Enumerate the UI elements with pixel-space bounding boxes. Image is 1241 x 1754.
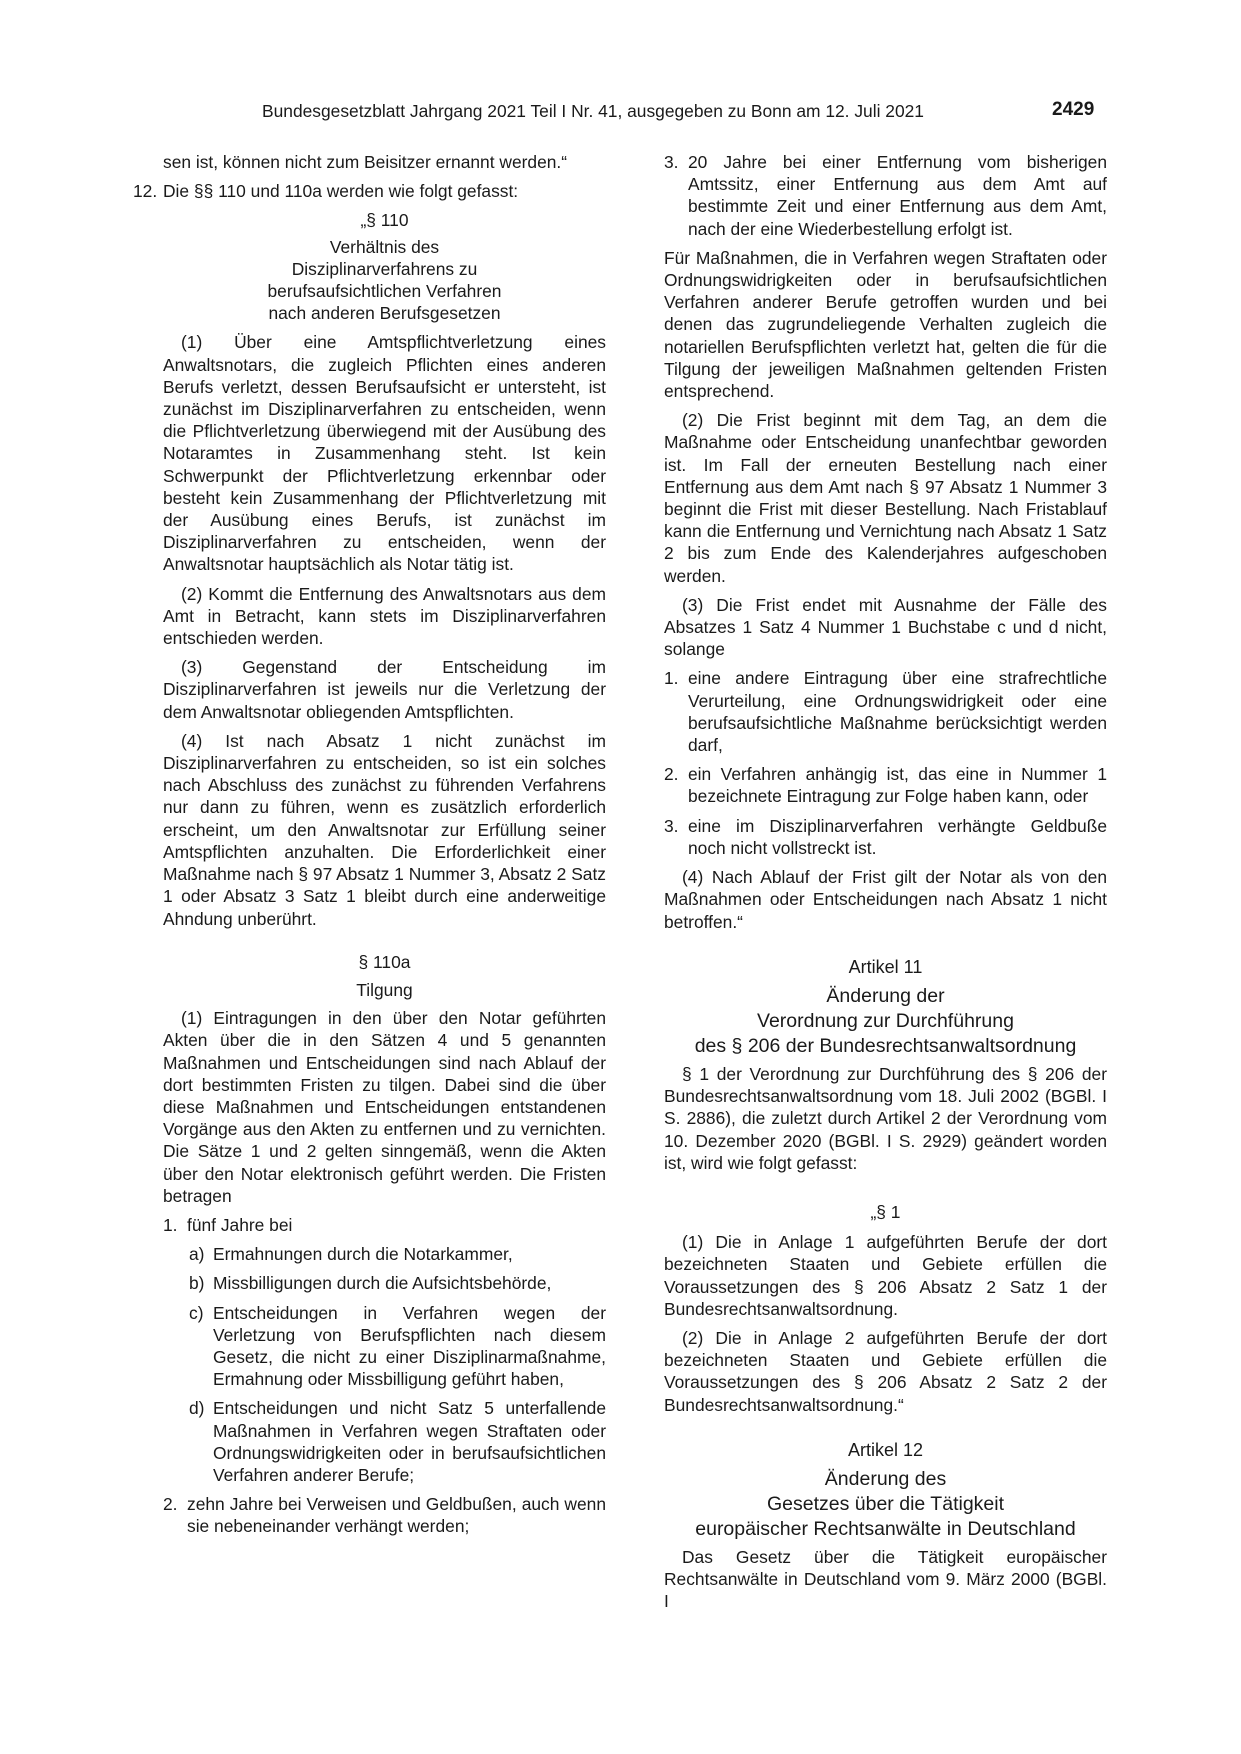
sub-list-item-letter: d)	[189, 1398, 205, 1419]
section-110-title-line: berufsaufsichtlichen Verfahren	[267, 281, 502, 302]
header-text: Bundesgesetzblatt Jahrgang 2021 Teil I Nr. 41, ausgegeben zu Bonn am 12. Juli 2021	[262, 101, 924, 121]
list-item-number: 3.	[664, 815, 679, 836]
article-11-title-line: des § 206 der Bundesrechtsanwaltsordnung	[694, 1034, 1077, 1057]
item-12-text: Die §§ 110 und 110a werden wie folgt gefasst:	[163, 181, 519, 202]
list-item-text: 20 Jahre bei einer Entfernung vom bisherigen Amtssitz, einer Entfernung aus dem Amt auf bestimmte Zeit und einer Entfernung aus dem Amt, nach der eine Wiederbestellung erfolgt ist.	[688, 152, 1107, 239]
right-column	[664, 151, 1107, 1620]
item-12	[133, 180, 606, 202]
section-110a-paragraph-1: (1) Eintragungen in den über den Notar geführten Akten über die in den Sätzen 4 und 5 genannten Maßnahmen und Entscheidungen sind nach Ablauf der dort bestimmten Fristen zu tilgen. Dabei sind die über diese Maßnahmen und Entscheidungen entstandenen Vorgänge aus den Akten zu entfernen und zu vernichten. Die Sätze 1 und 2 gelten sinngemäß, wenn die Akten über den Notar elektronisch geführt werden. Die Fristen betragen	[163, 1008, 606, 1206]
section-1-heading: „§ 1	[870, 1201, 901, 1222]
list-item	[664, 151, 1107, 240]
list-item-number: 1.	[664, 668, 679, 689]
sub-list	[189, 1243, 606, 1486]
list-item	[664, 815, 1107, 859]
deadline-list-continued	[664, 151, 1107, 240]
article-11-heading: Artikel 11	[848, 956, 923, 977]
section-110a-heading: § 110a	[358, 951, 411, 972]
page-number: 2429	[1052, 99, 1095, 120]
section-110a-paragraph-2: (2) Die Frist beginnt mit dem Tag, an dem die Maßnahme oder Entscheidung unanfechtbar geworden ist. Im Fall der erneuten Bestellung nach einer Entfernung aus dem Amt nach § 97 Absatz 1 Nummer 3 beginnt die Frist mit dieser Bestellung. Nach Fristablauf kann die Entfernung und Vernichtung nach Absatz 1 Satz 2 bis zum Ende des Kalenderjahres aufgeschoben werden.	[664, 410, 1107, 586]
paragraph-fuer-massnahmen: Für Maßnahmen, die in Verfahren wegen Straftaten oder Ordnungswidrigkeiten oder in berufsaufsichtlichen Verfahren anderer Berufe getroffen wurden und bei denen das zugrundeliegende Verhalten zugleich die notariellen Berufspflichten verletzt hat, gelten die für die Tilgung der jeweiligen Maßnahmen geltenden Fristen entsprechend.	[664, 247, 1107, 402]
list-item-text: eine im Disziplinarverfahren verhängte Geldbuße noch nicht vollstreckt ist.	[688, 815, 1107, 858]
article-12-heading: Artikel 12	[847, 1439, 924, 1460]
section-110-title	[163, 236, 606, 325]
section-110-heading: „§ 110	[360, 210, 409, 231]
left-column	[133, 151, 606, 1545]
list-item	[163, 1493, 606, 1537]
article-12-title-line: europäischer Rechtsanwälte in Deutschland	[695, 1517, 1076, 1540]
section-110-paragraph-4: (4) Ist nach Absatz 1 nicht zunächst im Disziplinarverfahren zu entscheiden, so ist ein solches nach Abschluss des zunächst zu führenden Verfahrens nur dann zu führen, wenn es zusätzlich erforderlich erscheint, um den Anwaltsnotar zur Erfüllung seiner Amtspflichten anzuhalten. Die Erforderlichkeit einer Maßnahme nach § 97 Absatz 1 Nummer 3, Absatz 2 Satz 1 oder Absatz 3 Satz 1 bleibt durch eine anderweitige Ahndung unberührt.	[163, 730, 606, 929]
article-11-title-line: Änderung der	[826, 984, 945, 1007]
list-item-text: eine andere Eintragung über eine strafrechtliche Verurteilung, eine Ordnungswidrigkeit oder eine berufsaufsichtliche Maßnahme berücksichtigt werden darf,	[688, 668, 1107, 756]
article-11-title	[664, 984, 1107, 1059]
section-110-title-line: Verhältnis des	[329, 236, 440, 257]
sub-list-item-letter: a)	[189, 1244, 205, 1265]
article-12-title	[664, 1467, 1107, 1542]
list-item	[664, 763, 1107, 807]
section-110-paragraph-2: (2) Kommt die Entfernung des Anwaltsnotars aus dem Amt in Betracht, kann stets im Disziplinarverfahren entschieden werden.	[163, 583, 606, 649]
continued-paragraph: sen ist, können nicht zum Beisitzer ernannt werden.“	[163, 152, 568, 172]
section-110a-title: Tilgung	[356, 979, 413, 1000]
list-item-number: 1.	[163, 1214, 178, 1235]
list-item-text: fünf Jahre bei	[187, 1214, 293, 1235]
section-110-paragraph-3: (3) Gegenstand der Entscheidung im Disziplinarverfahren ist jeweils nur die Verletzung der dem Anwaltsnotar obliegenden Amtspflichten.	[163, 657, 606, 722]
section-110-paragraph-1: (1) Über eine Amtspflichtverletzung eines Anwaltsnotars, die zugleich Pflichten eines anderen Berufs verletzt, dessen Berufsaufsicht er untersteht, ist zunächst im Disziplinarverfahren zu entscheiden, wenn die Pflichtverletzung überwiegend mit der Ausübung des Notaramtes in Zusammenhang steht. Ist kein Schwerpunkt der Pflichtverletzung erkennbar oder besteht kein Zusammenhang der Pflichtverletzung mit der Ausübung eines Berufs, ist zunächst im Disziplinarverfahren zu entscheiden, wenn der Anwaltsnotar hauptsächlich als Notar tätig ist.	[163, 332, 606, 575]
list-item-number: 2.	[664, 764, 679, 785]
list-item-number: 3.	[664, 152, 679, 172]
section-110-title-line: Disziplinarverfahrens zu	[291, 258, 478, 279]
sub-list-item	[189, 1397, 606, 1486]
list-item	[163, 1214, 606, 1236]
item-12-number: 12.	[133, 181, 158, 202]
sub-list-item-text: Ermahnungen durch die Notarkammer,	[213, 1244, 513, 1265]
list-item-number: 2.	[163, 1494, 178, 1515]
sub-list-item	[189, 1302, 606, 1391]
sub-list-item-text: Entscheidungen in Verfahren wegen der Verletzung von Berufspflichten nach diesem Gesetz, die nicht zu einer Disziplinarmaßnahme, Ermahnung oder Missbilligung geführt haben,	[213, 1302, 606, 1390]
condition-list	[664, 667, 1107, 859]
sub-list-item	[189, 1272, 606, 1294]
article-11-paragraph: § 1 der Verordnung zur Durchführung des § 206 der Bundesrechtsanwaltsordnung vom 18. Juli 2002 (BGBl. I S. 2886), die zuletzt durch Artikel 2 der Verordnung vom 10. Dezember 2020 (BGBl. I S. 2929) geändert worden ist, wird wie folgt gefasst:	[664, 1063, 1107, 1173]
article-12-title-line: Änderung des	[824, 1467, 947, 1490]
list-item-text: ein Verfahren anhängig ist, das eine in Nummer 1 bezeichnete Eintragung zur Folge haben kann, oder	[688, 764, 1107, 807]
article-12-title-line: Gesetzes über die Tätigkeit	[766, 1492, 1005, 1515]
section-110a-paragraph-3: (3) Die Frist endet mit Ausnahme der Fälle des Absatzes 1 Satz 4 Nummer 1 Buchstabe c und d nicht, solange	[664, 594, 1107, 660]
section-1-paragraph-2: (2) Die in Anlage 2 aufgeführten Berufe der dort bezeichneten Staaten und Gebiete erfüllen die Voraussetzungen des § 206 Absatz 2 Satz 2 der Bundesrechtsanwaltsordnung.“	[664, 1327, 1107, 1415]
sub-list-item-letter: b)	[189, 1273, 205, 1294]
list-item-text: zehn Jahre bei Verweisen und Geldbußen, auch wenn sie nebeneinander verhängt werden;	[187, 1494, 606, 1537]
sub-list-item-text: Missbilligungen durch die Aufsichtsbehörde,	[213, 1273, 552, 1294]
article-11-title-line: Verordnung zur Durchführung	[757, 1009, 1014, 1032]
page-header	[0, 100, 1241, 126]
sub-list-item	[189, 1243, 606, 1265]
article-12-paragraph: Das Gesetz über die Tätigkeit europäischer Rechtsanwälte in Deutschland vom 9. März 2000 (BGBl. I	[664, 1546, 1107, 1612]
list-item	[664, 667, 1107, 756]
section-110a-paragraph-4: (4) Nach Ablauf der Frist gilt der Notar als von den Maßnahmen oder Entscheidungen nach Absatz 1 nicht betroffen.“	[664, 867, 1107, 932]
deadline-list	[163, 1214, 606, 1538]
section-1-paragraph-1: (1) Die in Anlage 1 aufgeführten Berufe der dort bezeichneten Staaten und Gebiete erfüllen die Voraussetzungen des § 206 Absatz 2 Satz 1 der Bundesrechtsanwaltsordnung.	[664, 1232, 1107, 1319]
sub-list-item-letter: c)	[189, 1302, 204, 1323]
sub-list-item-text: Entscheidungen und nicht Satz 5 unterfallende Maßnahmen in Verfahren wegen Straftaten oder Ordnungswidrigkeiten oder in berufsaufsichtlichen Verfahren anderer Berufe;	[213, 1398, 606, 1485]
section-110-title-line: nach anderen Berufsgesetzen	[268, 303, 501, 324]
